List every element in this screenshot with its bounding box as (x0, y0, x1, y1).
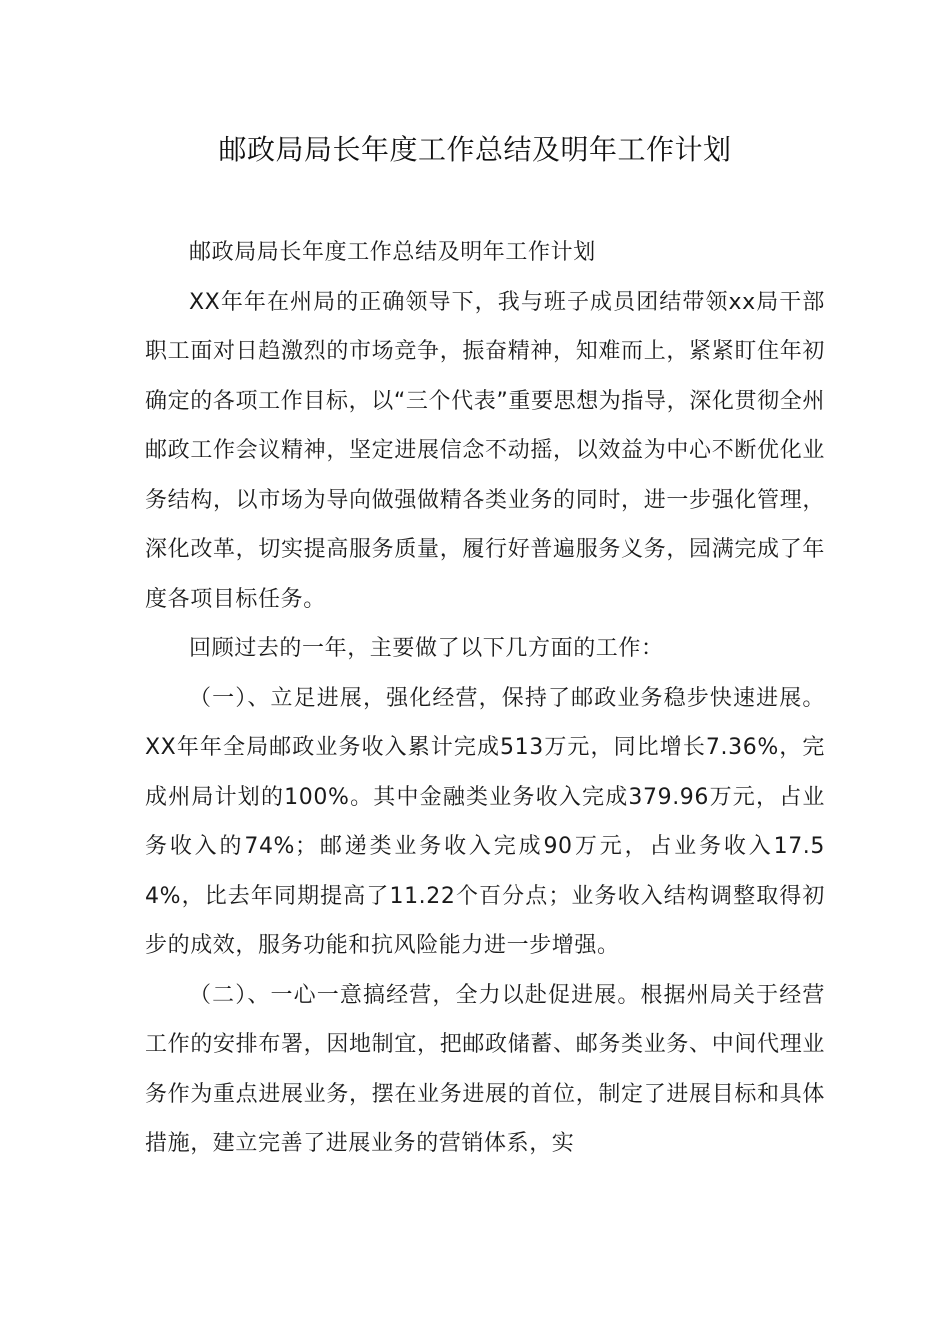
paragraph-section-two: （二）、一心一意搞经营，全力以赴促进展。根据州局关于经营工作的安排布署，因地制宜，把邮政储蓄、邮务类业务、中间代理业务作为重点进展业务，摆在业务进展的首位，制定了进展目标和具体措施，建立完善了进展业务的营销体系，实 (145, 982, 825, 1156)
document-title: 邮政局局长年度工作总结及明年工作计划 (218, 133, 732, 166)
document-body (145, 228, 825, 1169)
paragraph-intro: XX年年在州局的正确领导下，我与班子成员团结带领xx局干部职工面对日趋激烈的市场竞争，振奋精神，知难而上，紧紧盯住年初确定的各项工作目标，以“三个代表”重要思想为指导，深化贯彻全州邮政工作会议精神，坚定进展信念不动摇，以效益为中心不断优化业务结构，以市场为导向做强做精各类业务的同时，进一步强化管理，深化改革，切实提高服务质量，履行好普遍服务义务，园满完成了年度各项目标任务。 (145, 289, 825, 612)
paragraph-subtitle: 邮政局局长年度工作总结及明年工作计划 (189, 240, 596, 265)
paragraph-section-one: （一）、立足进展，强化经营，保持了邮政业务稳步快速进展。XX年年全局邮政业务收入累计完成513万元，同比增长7.36%，完成州局计划的100%。其中金融类业务收入完成379.96万元，占业务收入的74%；邮递类业务收入完成90万元，占业务收入17.54%，比去年同期提高了11.22个百分点；业务收入结构调整取得初步的成效，服务功能和抗风险能力进一步增强。 (145, 685, 825, 958)
paragraph-review: 回顾过去的一年，主要做了以下几方面的工作： (189, 636, 664, 661)
